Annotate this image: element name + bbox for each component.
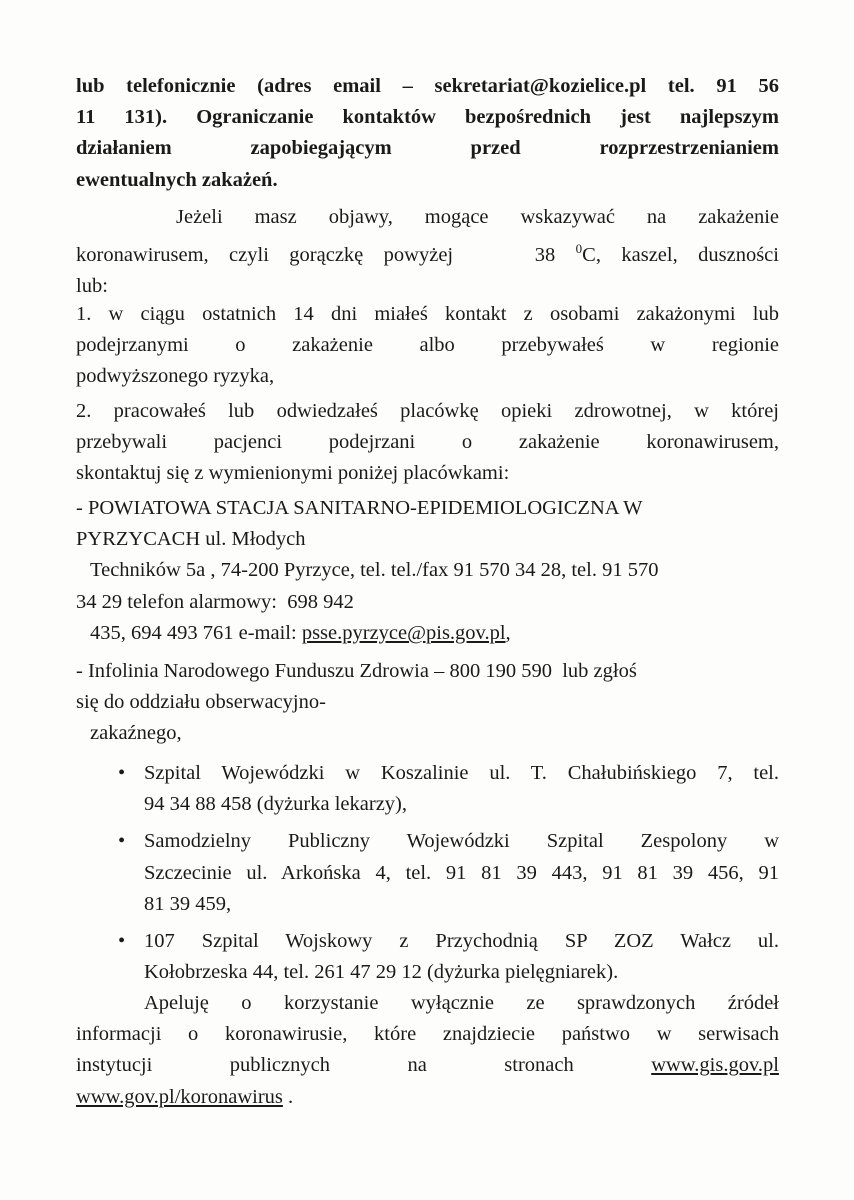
bold-line-2: 11 131). Ograniczanie kontaktów bezpośrednich jest najlepszym [76, 106, 779, 129]
gis-link[interactable]: www.gis.gov.pl [651, 1054, 779, 1077]
appeal-line-2: informacji o koronawirusie, które znajdziecie państwo w serwisach [76, 1023, 779, 1046]
station-phones: 435, 694 493 761 e-mail: [90, 621, 302, 644]
station-line-5 [90, 618, 779, 649]
nfz-line-2: się do oddziału obserwacyjno- [76, 691, 326, 714]
appeal-paragraph [76, 988, 779, 1113]
hospital-list [76, 758, 779, 988]
nfz-helpline [76, 656, 779, 750]
station-line-4: 34 29 telefon alarmowy: 698 942 [76, 590, 354, 613]
item-2 [76, 396, 779, 490]
symptoms-text-b: C, kaszel, duszności [582, 244, 779, 267]
nfz-line-1: - Infolinia Narodowego Funduszu Zdrowia – 800 190 590 lub zgłoś [76, 660, 637, 682]
item1-line-2: podejrzanymi o zakażenie albo przebywałeś w regionie [76, 334, 779, 357]
bold-line-1: lub telefonicznie (adres email – sekretariat@kozielice.pl tel. 91 56 [76, 75, 779, 97]
symptoms-line-3: lub: [76, 275, 108, 298]
nfz-line-3: zakaźnego, [90, 722, 182, 745]
symptoms-paragraph [76, 202, 779, 302]
station-line-1: - POWIATOWA STACJA SANITARNO-EPIDEMIOLOGICZNA W [76, 497, 643, 519]
bold-line-3: działaniem zapobiegającym przed rozprzestrzenianiem [76, 137, 779, 160]
symptoms-line-1: Jeżeli masz objawy, mogące wskazywać na zakażenie [176, 206, 779, 228]
hospital-line-1: Szpital Wojewódzki w Koszalinie ul. T. Chałubińskiego 7, tel. [144, 762, 779, 784]
appeal-line-4 [76, 1082, 779, 1113]
appeal-word: na [407, 1054, 427, 1077]
item2-line-3: skontaktuj się z wymienionymi poniżej placówkami: [76, 462, 510, 485]
hospital-item [118, 926, 779, 988]
degree-superscript: 0 [575, 241, 583, 257]
hospital-item [118, 758, 779, 820]
appeal-line-3 [76, 1050, 779, 1081]
hospital-line-1: Samodzielny Publiczny Wojewódzki Szpital Zespolony w [144, 830, 779, 853]
item1-line-1: 1. w ciągu ostatnich 14 dni miałeś kontakt z osobami zakażonymi lub [76, 303, 779, 325]
sanepid-station [76, 493, 779, 649]
hospital-line-2: Kołobrzeska 44, tel. 261 47 29 12 (dyżurka pielęgniarek). [144, 961, 619, 984]
item1-line-3: podwyższonego ryzyka, [76, 365, 275, 388]
bullet-icon: • [118, 762, 126, 784]
bullet-icon: • [118, 930, 126, 953]
appeal-word: publicznych [229, 1054, 330, 1077]
appeal-word: instytucji [76, 1054, 153, 1077]
station-email-link[interactable]: psse.pyrzyce@pis.gov.pl [301, 621, 506, 644]
symptoms-text-a: koronawirusem, czyli gorączkę powyżej 38 [76, 244, 576, 267]
hospital-line-2: 94 34 88 458 (dyżurka lekarzy), [144, 793, 407, 816]
item2-line-1: 2. pracowałeś lub odwiedzałeś placówkę opieki zdrowotnej, w której [76, 400, 779, 422]
station-line-2: PYRZYCACH ul. Młodych [76, 528, 306, 551]
bullet-icon: • [118, 830, 126, 853]
hospital-line-2: Szczecinie ul. Arkońska 4, tel. 91 81 39 443, 91 81 39 456, 91 [144, 861, 779, 884]
bold-paragraph [76, 71, 779, 196]
gov-link[interactable]: www.gov.pl/koronawirus [76, 1085, 283, 1108]
bold-line-4: ewentualnych zakażeń. [76, 168, 278, 191]
hospital-item [118, 826, 779, 920]
appeal-word: stronach [504, 1054, 574, 1077]
item-1 [76, 299, 779, 393]
station-comma: , [505, 621, 511, 644]
appeal-line-1: Apeluję o korzystanie wyłącznie ze sprawdzonych źródeł [144, 992, 779, 1014]
station-line-3: Techników 5a , 74-200 Pyrzyce, tel. tel./fax 91 570 34 28, tel. 91 570 [90, 559, 659, 582]
appeal-end: . [282, 1085, 294, 1108]
symptoms-line-2 [76, 233, 779, 271]
hospital-line-1: 107 Szpital Wojskowy z Przychodnią SP ZOZ Wałcz ul. [144, 930, 779, 953]
item2-line-2: przebywali pacjenci podejrzani o zakażenie koronawirusem, [76, 431, 779, 454]
hospital-line-3: 81 39 459, [144, 892, 232, 915]
